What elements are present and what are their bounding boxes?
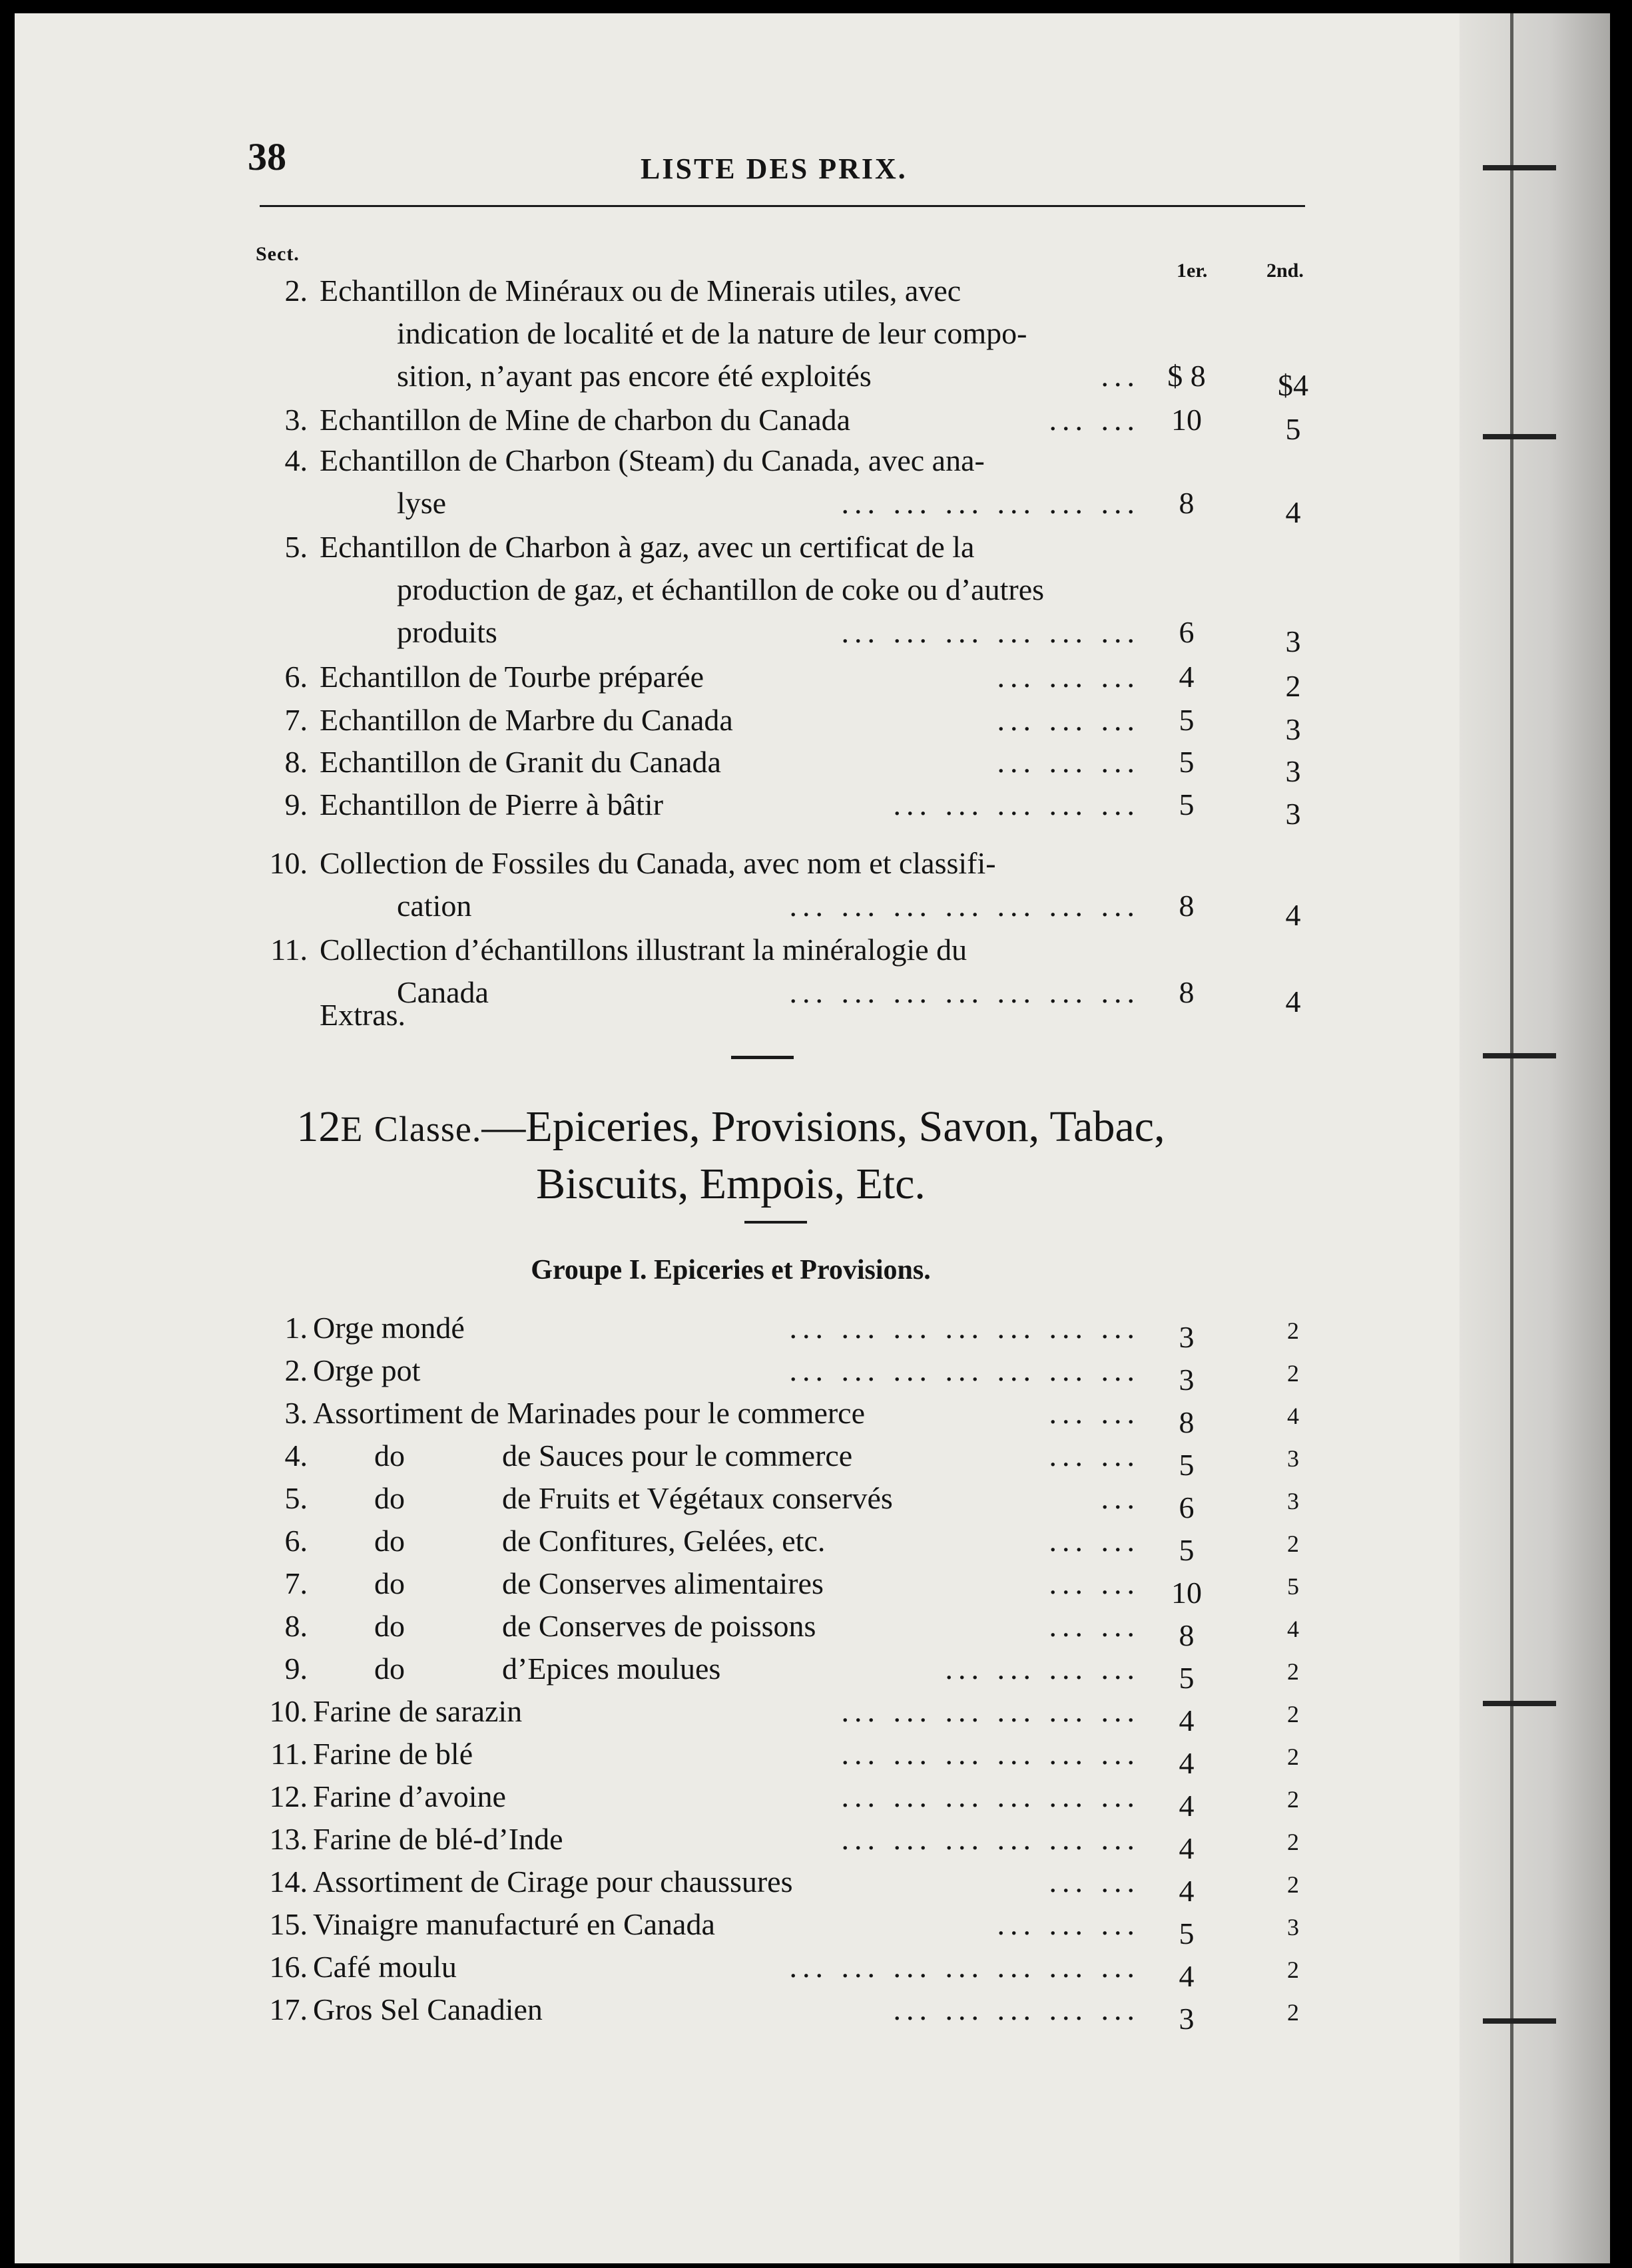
binding-gutter xyxy=(1460,13,1610,2263)
entry-number: 2. xyxy=(284,1353,308,1387)
binding-stitch xyxy=(1483,165,1556,170)
leader-dots: ... ... ... ... ... ... ... xyxy=(789,1311,1140,1345)
first-prize-value: 8 xyxy=(1179,486,1195,520)
second-prize-value: 2 xyxy=(1287,1317,1299,1344)
prize-entry xyxy=(15,744,1413,788)
first-prize-value: 4 xyxy=(1179,1746,1195,1780)
entry-label: Collection d’échantillons illustrant la minéralogie du xyxy=(320,933,967,967)
entry-number: 11. xyxy=(270,933,308,967)
prize-entry xyxy=(15,845,1413,885)
class-divider xyxy=(744,1221,807,1224)
first-prize-value: 4 xyxy=(1179,1831,1195,1865)
leader-dots: ... ... xyxy=(1049,1865,1140,1899)
leader-dots: ... ... ... ... ... ... ... xyxy=(789,889,1140,923)
leader-dots: ... xyxy=(1101,359,1140,393)
entry-label: Assortiment de Marinades pour le commerce xyxy=(313,1396,866,1430)
entry-label: Farine de blé xyxy=(313,1737,473,1771)
entry-number: 9. xyxy=(284,788,308,821)
entry-number: 4. xyxy=(284,443,308,477)
second-prize-value: 2 xyxy=(1285,669,1301,703)
prize-entry-continuation xyxy=(15,888,1413,932)
leader-dots: ... ... ... ... ... ... xyxy=(841,1737,1140,1771)
leader-dots: ... ... ... xyxy=(997,660,1140,694)
leader-dots: ... ... ... ... ... ... xyxy=(841,1779,1140,1813)
entry-label: indication de localité et de la nature de leur compo- xyxy=(397,316,1027,350)
first-prize-value: 5 xyxy=(1179,1917,1195,1950)
entry-label: sition, n’ayant pas encore été exploités xyxy=(397,359,872,393)
entry-number: 14. xyxy=(269,1865,308,1899)
entry-number: 8. xyxy=(284,745,308,779)
page-number: 38 xyxy=(248,135,286,178)
prize-entry xyxy=(15,273,1413,313)
entry-number: 6. xyxy=(284,660,308,694)
second-prize-value: 2 xyxy=(1287,1829,1299,1855)
class-number-suffix: E xyxy=(340,1109,364,1149)
class-title-line-1 xyxy=(15,1100,1447,1156)
entry-number: 6. xyxy=(284,1524,308,1558)
section-divider xyxy=(731,1056,794,1059)
second-prize-value: 4 xyxy=(1287,1403,1299,1429)
leader-dots: ... ... xyxy=(1049,403,1140,437)
binding-stitch xyxy=(1483,2018,1556,2024)
prize-entry xyxy=(15,932,1413,972)
leader-dots: ... ... xyxy=(1049,1524,1140,1558)
prize-entry xyxy=(15,787,1413,831)
header-rule xyxy=(260,205,1305,207)
first-prize-value: 3 xyxy=(1179,1320,1195,1354)
prize-entry-continuation xyxy=(15,485,1413,529)
class-word: Classe. xyxy=(374,1109,482,1149)
entry-number: 3. xyxy=(284,1396,308,1430)
leader-dots: ... ... xyxy=(1049,1439,1140,1473)
entry-label: Farine de blé-d’Inde xyxy=(313,1822,563,1856)
prize-entry xyxy=(15,1353,1413,1397)
second-prize-value: 5 xyxy=(1285,412,1301,446)
entry-label: Collection de Fossiles du Canada, avec nom et classifi- xyxy=(320,846,996,880)
first-prize-value: 5 xyxy=(1179,1661,1195,1695)
entry-label: lyse xyxy=(397,486,447,520)
running-title: LISTE DES PRIX. xyxy=(641,152,908,185)
prize-entry-continuation xyxy=(15,614,1413,658)
entry-label: Echantillon de Granit du Canada xyxy=(320,745,721,779)
leader-dots: ... ... xyxy=(1049,1396,1140,1430)
second-prize-value: 2 xyxy=(1287,1701,1299,1727)
entry-number: 8. xyxy=(284,1609,308,1643)
entry-label: do xyxy=(374,1609,405,1643)
second-prize-value: 2 xyxy=(1287,1530,1299,1557)
second-prize-value: 3 xyxy=(1285,754,1301,788)
leader-dots: ... ... ... ... ... xyxy=(893,1992,1140,2026)
second-prize-value: 2 xyxy=(1287,1871,1299,1898)
second-prize-value: $4 xyxy=(1278,368,1308,402)
leader-dots: ... ... ... ... ... ... ... xyxy=(789,1353,1140,1387)
first-prize-value: 8 xyxy=(1179,1618,1195,1652)
prize-entry xyxy=(15,1566,1413,1610)
first-prize-value: $ 8 xyxy=(1167,359,1206,393)
second-prize-value: 5 xyxy=(1287,1573,1299,1600)
prize-entry xyxy=(15,1608,1413,1652)
entry-label: Orge pot xyxy=(313,1353,421,1387)
entry-number: 16. xyxy=(269,1950,308,1984)
class-title-line-2: Biscuits, Empois, Etc. xyxy=(536,1160,926,1208)
entry-sub-label: de Fruits et Végétaux conservés xyxy=(502,1481,893,1515)
prize-entry xyxy=(15,1864,1413,1908)
entry-label: do xyxy=(374,1566,405,1600)
entry-number: 9. xyxy=(284,1652,308,1686)
second-prize-value: 4 xyxy=(1285,985,1301,1019)
leader-dots: ... xyxy=(1101,1481,1140,1515)
entry-number: 10. xyxy=(269,846,308,880)
second-prize-value: 3 xyxy=(1287,1488,1299,1514)
second-prize-value: 4 xyxy=(1285,495,1301,529)
sect-column-heading: Sect. xyxy=(256,243,300,265)
second-prize-value: 4 xyxy=(1287,1616,1299,1642)
prize-entry xyxy=(15,1395,1413,1439)
leader-dots: ... ... xyxy=(1049,1609,1140,1643)
entry-number: 5. xyxy=(284,530,308,564)
prize-entry xyxy=(15,1310,1413,1354)
entry-number: 17. xyxy=(269,1992,308,2026)
second-prize-column-heading: 2nd. xyxy=(1266,260,1304,282)
entry-sub-label: de Conserves de poissons xyxy=(502,1609,816,1643)
leader-dots: ... ... ... xyxy=(997,1907,1140,1941)
first-prize-value: 4 xyxy=(1179,660,1195,694)
prize-entry-continuation xyxy=(15,572,1413,612)
entry-label: production de gaz, et échantillon de coke ou d’autres xyxy=(397,572,1045,606)
leader-dots: ... ... ... ... ... ... xyxy=(841,615,1140,649)
prize-entry xyxy=(15,702,1413,746)
leader-dots: ... ... ... ... ... xyxy=(893,788,1140,821)
group-heading: Groupe I. Epiceries et Provisions. xyxy=(531,1255,931,1285)
entry-number: 15. xyxy=(269,1907,308,1941)
entry-label: Orge mondé xyxy=(313,1311,465,1345)
leader-dots: ... ... ... ... xyxy=(945,1652,1140,1686)
entry-label: do xyxy=(374,1481,405,1515)
entry-label: Canada xyxy=(397,975,489,1009)
entry-number: 13. xyxy=(269,1822,308,1856)
first-prize-value: 3 xyxy=(1179,2002,1195,2036)
first-prize-column-heading: 1er. xyxy=(1177,260,1208,282)
entry-label: Echantillon de Mine de charbon du Canada xyxy=(320,403,851,437)
second-prize-value: 3 xyxy=(1285,712,1301,746)
entry-label: do xyxy=(374,1524,405,1558)
entry-number: 4. xyxy=(284,1439,308,1473)
entry-label: produits xyxy=(397,615,497,649)
entry-number: 1. xyxy=(284,1311,308,1345)
entry-label: Echantillon de Marbre du Canada xyxy=(320,703,733,737)
entry-number: 10. xyxy=(269,1694,308,1728)
binding-spine xyxy=(1510,13,1513,2263)
entry-label: Echantillon de Charbon à gaz, avec un certificat de la xyxy=(320,530,975,564)
leader-dots: ... ... ... ... ... ... ... xyxy=(789,1950,1140,1984)
leader-dots: ... ... ... xyxy=(997,745,1140,779)
second-prize-value: 3 xyxy=(1285,624,1301,658)
first-prize-value: 8 xyxy=(1179,889,1195,923)
second-prize-value: 2 xyxy=(1287,1956,1299,1983)
entry-label: Farine de sarazin xyxy=(313,1694,523,1728)
entry-number: 2. xyxy=(284,274,308,308)
entry-label: do xyxy=(374,1439,405,1473)
first-prize-value: 4 xyxy=(1179,1789,1195,1823)
entry-label: Echantillon de Tourbe préparée xyxy=(320,660,704,694)
prize-entry xyxy=(15,443,1413,483)
entry-label: Vinaigre manufacturé en Canada xyxy=(313,1907,715,1941)
entry-label: Extras. xyxy=(320,998,406,1032)
first-prize-value: 10 xyxy=(1171,1576,1202,1610)
prize-entry xyxy=(15,1523,1413,1567)
first-prize-value: 4 xyxy=(1179,1874,1195,1908)
entry-number: 3. xyxy=(284,403,308,437)
first-prize-value: 8 xyxy=(1179,1405,1195,1439)
entry-label: do xyxy=(374,1652,405,1686)
entry-label: Echantillon de Pierre à bâtir xyxy=(320,788,664,821)
entry-number: 11. xyxy=(270,1737,308,1771)
class-title-text: —Epiceries, Provisions, Savon, Tabac, xyxy=(481,1102,1165,1151)
second-prize-value: 2 xyxy=(1287,1658,1299,1685)
leader-dots: ... ... ... ... ... ... xyxy=(841,1822,1140,1856)
first-prize-value: 5 xyxy=(1179,1533,1195,1567)
leader-dots: ... ... ... ... ... ... xyxy=(841,486,1140,520)
leader-dots: ... ... ... ... ... ... xyxy=(841,1694,1140,1728)
first-prize-value: 6 xyxy=(1179,1490,1195,1524)
prize-entry xyxy=(15,1694,1413,1737)
entry-label: Café moulu xyxy=(313,1950,457,1984)
second-prize-value: 3 xyxy=(1285,797,1301,831)
entry-number: 7. xyxy=(284,703,308,737)
prize-entry xyxy=(15,1779,1413,1823)
entry-sub-label: de Conserves alimentaires xyxy=(502,1566,824,1600)
first-prize-value: 8 xyxy=(1179,975,1195,1009)
prize-entry xyxy=(15,1992,1413,2036)
first-prize-value: 6 xyxy=(1179,615,1195,649)
entry-label: Assortiment de Cirage pour chaussures xyxy=(313,1865,793,1899)
binding-stitch xyxy=(1483,1053,1556,1058)
binding-stitch xyxy=(1483,434,1556,439)
first-prize-value: 10 xyxy=(1171,403,1202,437)
second-prize-value: 4 xyxy=(1285,898,1301,932)
first-prize-value: 5 xyxy=(1179,703,1195,737)
entry-label: Gros Sel Canadien xyxy=(313,1992,543,2026)
entry-sub-label: de Confitures, Gelées, etc. xyxy=(502,1524,826,1558)
prize-entry xyxy=(15,1821,1413,1865)
leader-dots: ... ... ... xyxy=(997,703,1140,737)
first-prize-value: 4 xyxy=(1179,1703,1195,1737)
document-page xyxy=(15,13,1610,2263)
entry-number: 12. xyxy=(269,1779,308,1813)
first-prize-value: 4 xyxy=(1179,1959,1195,1993)
prize-entry xyxy=(15,1480,1413,1524)
second-prize-value: 2 xyxy=(1287,1743,1299,1770)
prize-entry xyxy=(15,659,1413,703)
binding-stitch xyxy=(1483,1701,1556,1706)
second-prize-value: 3 xyxy=(1287,1445,1299,1472)
entry-sub-label: d’Epices moulues xyxy=(502,1652,721,1686)
prize-entry-continuation xyxy=(15,316,1413,355)
prize-entry xyxy=(15,529,1413,569)
prize-entry xyxy=(15,1651,1413,1695)
entry-label: cation xyxy=(397,889,472,923)
entry-number: 5. xyxy=(284,1481,308,1515)
prize-entry-continuation xyxy=(15,358,1413,402)
second-prize-value: 2 xyxy=(1287,1360,1299,1387)
first-prize-value: 5 xyxy=(1179,788,1195,821)
class-number: 12 xyxy=(296,1102,341,1151)
entry-sub-label: de Sauces pour le commerce xyxy=(502,1439,853,1473)
first-prize-value: 3 xyxy=(1179,1363,1195,1397)
prize-entry xyxy=(15,997,1413,1037)
second-prize-value: 2 xyxy=(1287,1786,1299,1813)
prize-entry xyxy=(15,1736,1413,1780)
entry-label: Echantillon de Minéraux ou de Minerais utiles, avec xyxy=(320,274,961,308)
prize-entry xyxy=(15,1907,1413,1950)
entry-number: 7. xyxy=(284,1566,308,1600)
entry-label: Farine d’avoine xyxy=(313,1779,506,1813)
prize-entry xyxy=(15,402,1413,446)
first-prize-value: 5 xyxy=(1179,1448,1195,1482)
second-prize-value: 3 xyxy=(1287,1914,1299,1940)
prize-entry xyxy=(15,1949,1413,1993)
leader-dots: ... ... xyxy=(1049,1566,1140,1600)
second-prize-value: 2 xyxy=(1287,1999,1299,2026)
entry-label: Echantillon de Charbon (Steam) du Canada, avec ana- xyxy=(320,443,985,477)
prize-entry xyxy=(15,1438,1413,1482)
leader-dots: ... ... ... ... ... ... ... xyxy=(789,975,1140,1009)
first-prize-value: 5 xyxy=(1179,745,1195,779)
